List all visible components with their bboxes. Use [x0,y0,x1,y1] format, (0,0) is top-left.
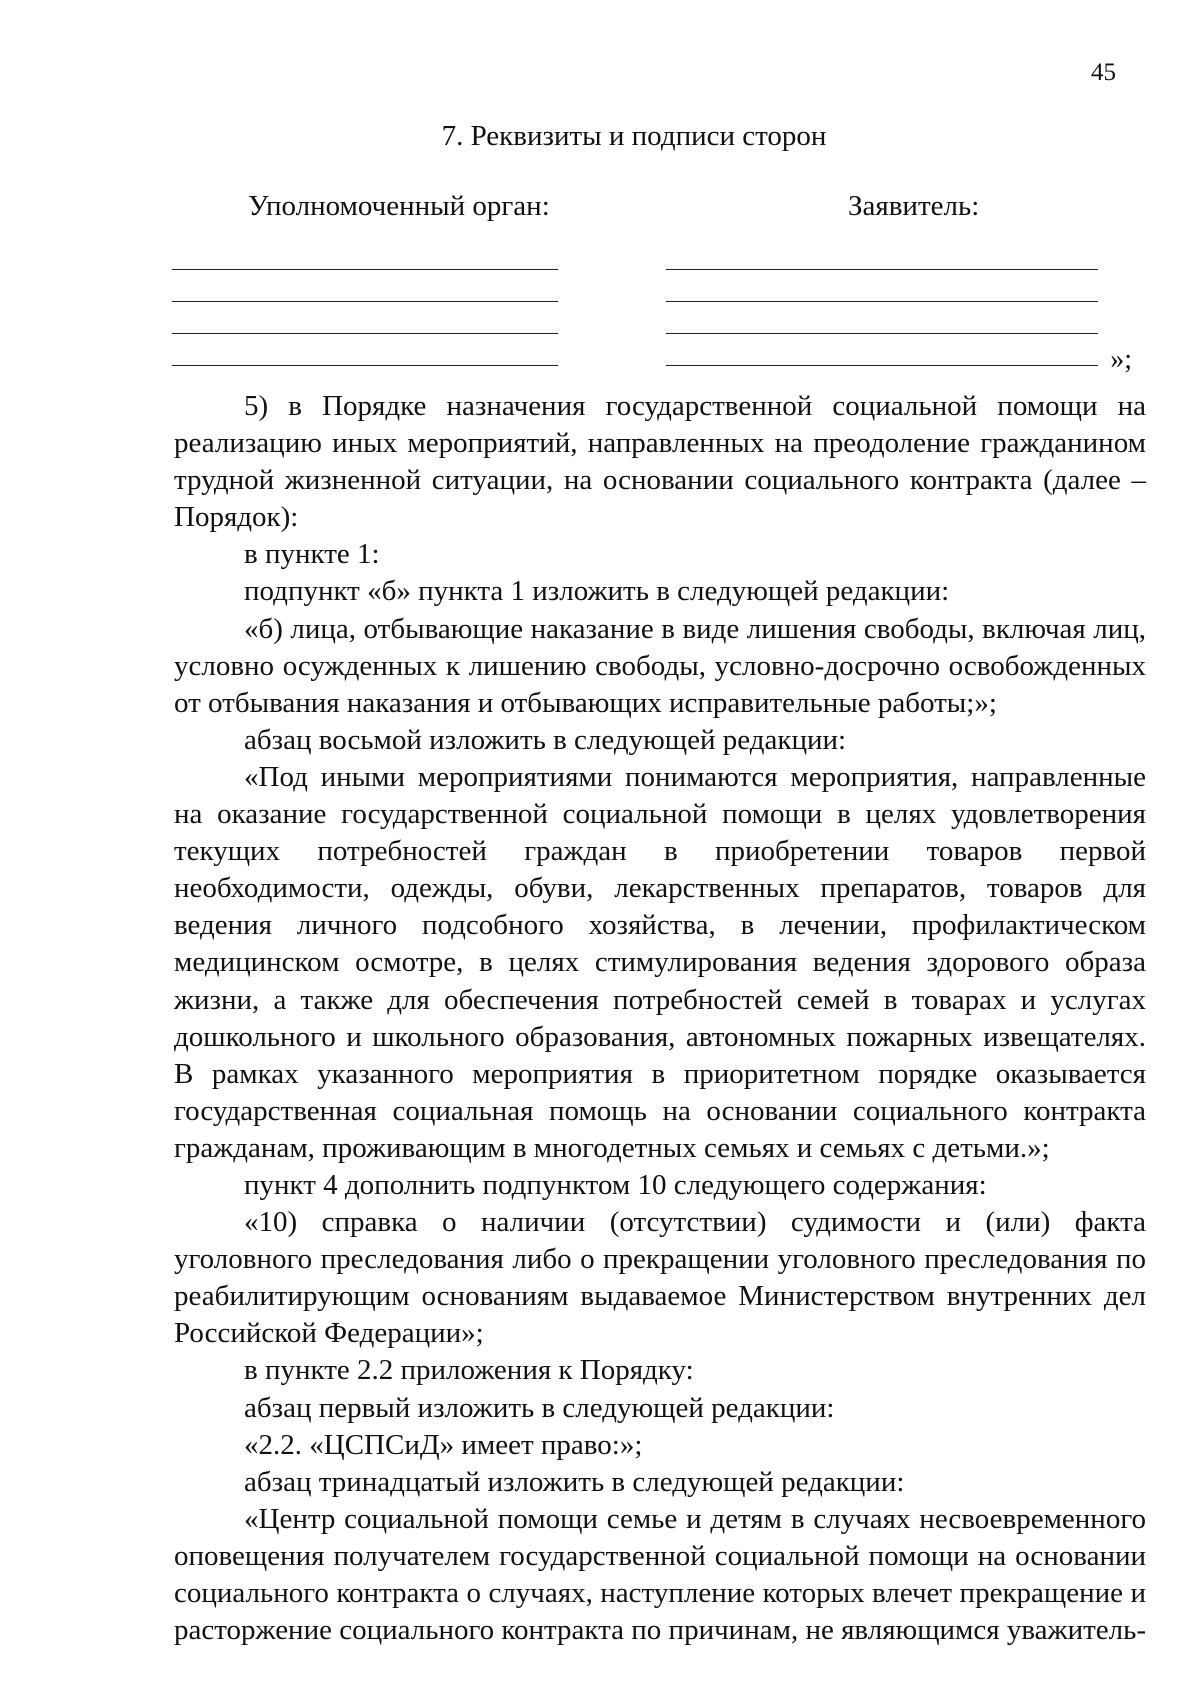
paragraph-quote: «10) справка о наличии (отсутствии) судимости и (или) факта уголовного преследования либо о прекращении уголовного преследования по реабилитирующим основаниям выдаваемое Министерством внутренних дел Российской Федерации»; [174,1206,1146,1350]
signature-line [172,334,558,366]
section-title: 7. Реквизиты и подписи сторон [441,120,827,152]
authority-signature-block [172,188,558,366]
applicant-heading: Заявитель: [848,190,980,222]
paragraph-quote: «2.2. «ЦСПСиД» имеет право:»; [244,1428,643,1461]
signature-line [666,270,1098,302]
document-body [174,388,1146,1649]
paragraph-quote: «б) лица, отбывающие наказание в виде лишения свободы, включая лиц, условно осужденных к лишению свободы, условно-досрочно освобожденных от отбывания наказания и отбывающих исправительные работы;»; [174,612,1146,719]
paragraph: абзац восьмой изложить в следующей редакции: [244,723,847,756]
paragraph-intro: 5) в Порядке назначения государственной социальной помощи на реализацию иных мероприятий, направленных на преодоление гражданином трудной жизненной ситуации, на основании социального контракта (далее – Порядок): [174,390,1146,534]
signature-line [666,334,1132,375]
signature-line [666,238,1098,270]
applicant-signature-lines [666,238,1132,375]
signature-line [172,238,558,270]
signature-line [172,302,558,334]
signature-line [666,302,1098,334]
applicant-signature-block [666,188,1132,375]
paragraph: пункт 4 дополнить подпунктом 10 следующего содержания: [244,1168,987,1201]
paragraph: в пункте 2.2 приложения к Порядку: [244,1354,694,1387]
signature-line [172,270,558,302]
authority-signature-lines [172,238,558,366]
page-number: 45 [1091,59,1116,86]
paragraph: подпункт «б» пункта 1 изложить в следующей редакции: [244,575,950,608]
authority-heading: Уполномоченный орган: [248,190,550,222]
paragraph: абзац первый изложить в следующей редакции: [244,1391,835,1424]
closing-quote-mark: »; [1110,344,1132,375]
paragraph-quote: «Под иными мероприятиями понимаются мероприятия, направленные на оказание государственной социальной помощи в целях удовлетворения текущих потребностей граждан в приобретении товаров первой необходимости, одежды, обуви, лекарственных препаратов, товаров для ведения личного подсобного хозяйства, в лечении, профилактическом медицинском осмотре, в целях стимулирования ведения здорового образа жизни, а также для обеспечения потребностей семей в товарах и услугах дошкольного и школьного образования, автономных пожарных извещателях. В рамках указанного мероприятия в приоритетном порядке оказывается государственная социальная помощь на основании социального контракта гражданам, проживающим в многодетных семьях и семьях с детьми.»; [174,760,1146,1164]
paragraph-quote-continues: «Центр социальной помощи семье и детям в случаях несвоевременного оповещения получателем государственной социальной помощи на основании социального контракта о случаях, наступление которых влечет прекращение и расторжение социального контракта по причинам, не являющимся уважитель- [174,1502,1147,1647]
paragraph: в пункте 1: [244,538,380,571]
paragraph: абзац тринадцатый изложить в следующей редакции: [244,1465,905,1498]
